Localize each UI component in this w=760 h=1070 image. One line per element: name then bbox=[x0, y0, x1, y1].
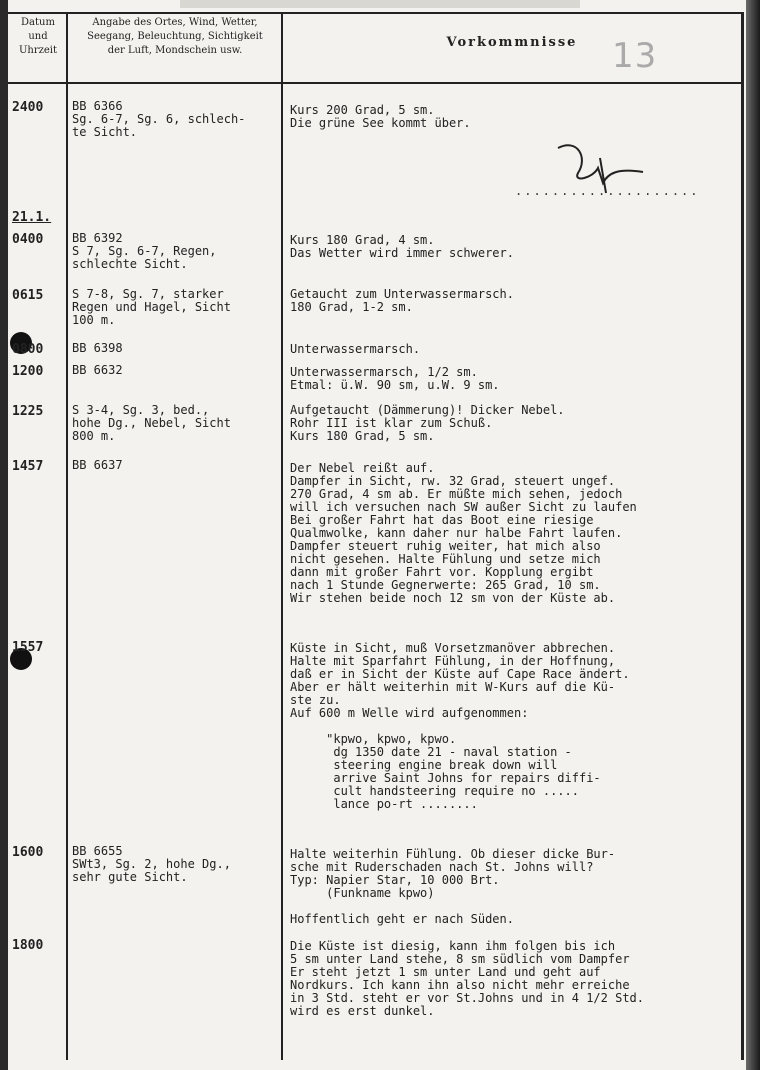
header-date-column: Datum und Uhrzeit bbox=[18, 17, 58, 56]
page-right-edge bbox=[746, 0, 760, 1070]
entry-event: Küste in Sicht, muß Vorsetzmanöver abbrechen. Halte mit Sparfahrt Fühlung, in der Hoffnung, daß er in Sicht der Küste auf Cape Race ändert. Aber er hält weiterhin mit W-Kurs auf die Kü- ste zu. Auf 600 m Welle wird aufgenommen: "kpwo, kpwo, kpwo. dg 1350 date 21 - naval station - steering engine break down will arrive Saint Johns for repairs diffi- cult handsteering require no ..... lance po-rt ........ bbox=[290, 641, 630, 811]
entry-time: 1200 bbox=[12, 364, 44, 379]
entry-date: 21.1. bbox=[12, 210, 52, 225]
entry-time: 0615 bbox=[12, 288, 44, 303]
entry-place: BB 6655 SWt3, Sg. 2, hohe Dg., sehr gute Sicht. bbox=[72, 844, 231, 884]
entry-event: Der Nebel reißt auf. Dampfer in Sicht, rw. 32 Grad, steuert ungef. 270 Grad, 4 sm ab. Er müßte mich sehen, jedoch will ich versuchen nach SW außer Sicht zu laufen Bei großer Fahrt hat das Boot eine riesige Qualmwolke, kann daher nur halbe Fahrt laufen. Dampfer steuert ruhig weiter, hat mich also nicht gesehen. Halte Fühlung und setze mich dann mit großer Fahrt vor. Kopplung ergibt nach 1 Stunde Gegnerwerte: 265 Grad, 10 sm. Wir stehen beide noch 12 sm von der Küste ab. bbox=[290, 461, 637, 605]
table-top-rule bbox=[8, 12, 744, 14]
entry-event: Kurs 200 Grad, 5 sm. Die grüne See kommt über. bbox=[290, 103, 471, 130]
entry-time: 1600 bbox=[12, 845, 44, 860]
entry-time: 0400 bbox=[12, 232, 44, 247]
entry-place: BB 6632 bbox=[72, 363, 123, 377]
entry-event: Halte weiterhin Fühlung. Ob dieser dicke Bur- sche mit Ruderschaden nach St. Johns will? Typ: Napier Star, 10 000 Brt. (Funkname kpwo) Hoffentlich geht er nach Süden. bbox=[290, 847, 616, 926]
entry-event: Unterwassermarsch. bbox=[290, 342, 421, 356]
page-number: 13 bbox=[612, 36, 658, 76]
table-header-rule bbox=[8, 82, 744, 84]
entry-place: BB 6366 Sg. 6-7, Sg. 6, schlech- te Sicht. bbox=[72, 99, 246, 139]
entry-time: 2400 bbox=[12, 100, 44, 115]
column-divider-place bbox=[281, 12, 283, 1060]
page-left-edge bbox=[0, 0, 8, 1070]
header-events-column: Vorkommnisse bbox=[446, 35, 578, 50]
entry-time: 1557 bbox=[12, 640, 44, 655]
entry-place: BB 6637 bbox=[72, 458, 123, 472]
column-divider-date bbox=[66, 12, 68, 1060]
entry-place: S 7-8, Sg. 7, starker Regen und Hagel, Sicht 100 m. bbox=[72, 287, 231, 327]
entry-time: 1800 bbox=[12, 938, 44, 953]
torn-top-edge bbox=[180, 0, 580, 8]
entry-place: BB 6392 S 7, Sg. 6-7, Regen, schlechte Sicht. bbox=[72, 231, 217, 271]
entry-event: Aufgetaucht (Dämmerung)! Dicker Nebel. Rohr III ist klar zum Schuß. Kurs 180 Grad, 5 sm. bbox=[290, 403, 565, 443]
signature-line: .................... bbox=[515, 184, 700, 198]
entry-place: S 3-4, Sg. 3, bed., hohe Dg., Nebel, Sicht 800 m. bbox=[72, 403, 231, 443]
entry-time: 1225 bbox=[12, 404, 44, 419]
entry-event: Getaucht zum Unterwassermarsch. 180 Grad, 1-2 sm. bbox=[290, 287, 514, 314]
entry-event: Die Küste ist diesig, kann ihm folgen bis ich 5 sm unter Land stehe, 8 sm südlich vom Dampfer Er steht jetzt 1 sm unter Land und geht auf Nordkurs. Ich kann ihn also nicht mehr erreiche in 3 Std. steht er vor St.Johns und in 4 1/2 Std. wird es erst dunkel. bbox=[290, 939, 645, 1018]
header-place-column: Angabe des Ortes, Wind, Wetter, Seegang, Beleuchtung, Sichtigkeit der Luft, Mondschein usw. bbox=[87, 17, 263, 56]
entry-time: 0800 bbox=[12, 342, 44, 357]
column-divider-right bbox=[741, 12, 744, 1060]
entry-time: 1457 bbox=[12, 459, 44, 474]
entry-place: BB 6398 bbox=[72, 341, 123, 355]
entry-event: Unterwassermarsch, 1/2 sm. Etmal: ü.W. 90 sm, u.W. 9 sm. bbox=[290, 365, 500, 392]
entry-event: Kurs 180 Grad, 4 sm. Das Wetter wird immer schwerer. bbox=[290, 233, 514, 260]
